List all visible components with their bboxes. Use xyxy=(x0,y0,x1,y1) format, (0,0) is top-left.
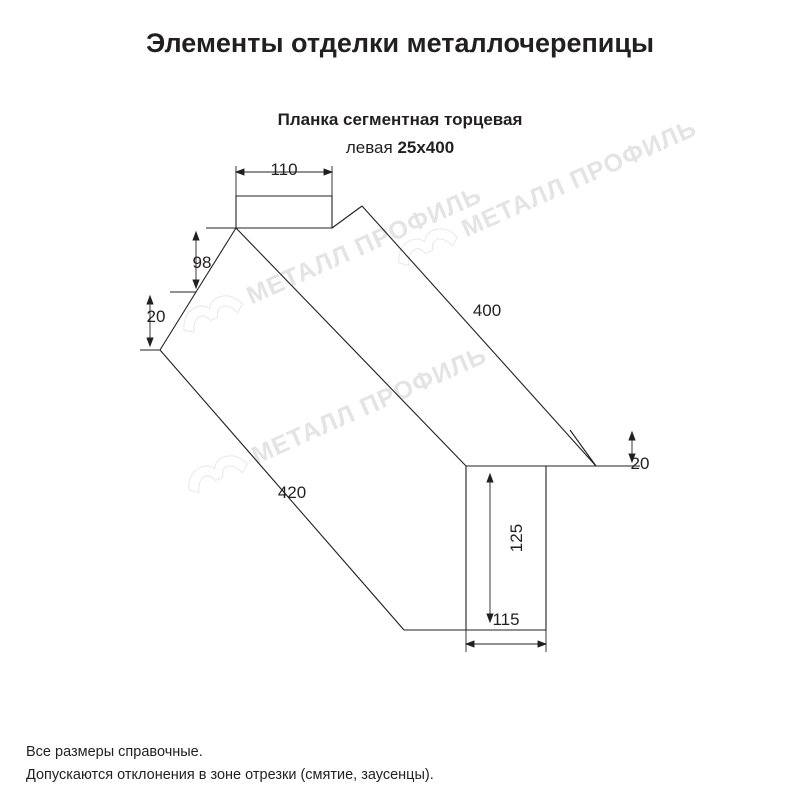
svg-text:МЕТАЛЛ ПРОФИЛЬ: МЕТАЛЛ ПРОФИЛЬ xyxy=(247,340,491,470)
product-size: 25х400 xyxy=(397,138,455,157)
footnotes xyxy=(26,741,434,786)
product-name-prefix: левая xyxy=(345,138,398,157)
svg-text:МЕТАЛЛ ПРОФИЛЬ: МЕТАЛЛ ПРОФИЛЬ xyxy=(242,180,486,310)
dimension-bottom-height: 125 xyxy=(507,523,526,553)
dimension-left-height: 98 xyxy=(192,253,212,272)
dimension-bottom-width: 115 xyxy=(492,610,520,629)
dimension-length-main: 400 xyxy=(472,301,502,320)
dimension-left-flange: 20 xyxy=(146,307,166,326)
dimension-right-flange: 20 xyxy=(630,454,650,473)
svg-text:МЕТАЛЛ ПРОФИЛЬ: МЕТАЛЛ ПРОФИЛЬ xyxy=(457,113,701,243)
footnote-2: Допускаются отклонения в зоне отрезки (смятие, заусенцы). xyxy=(26,766,434,783)
page-title: Элементы отделки металлочерепицы xyxy=(145,28,655,58)
product-name-line1: Планка сегментная торцевая xyxy=(277,110,523,129)
dimension-length-body: 420 xyxy=(277,483,307,502)
footnote-1: Все размеры справочные. xyxy=(26,744,203,761)
dimension-top-width: 110 xyxy=(270,160,298,179)
